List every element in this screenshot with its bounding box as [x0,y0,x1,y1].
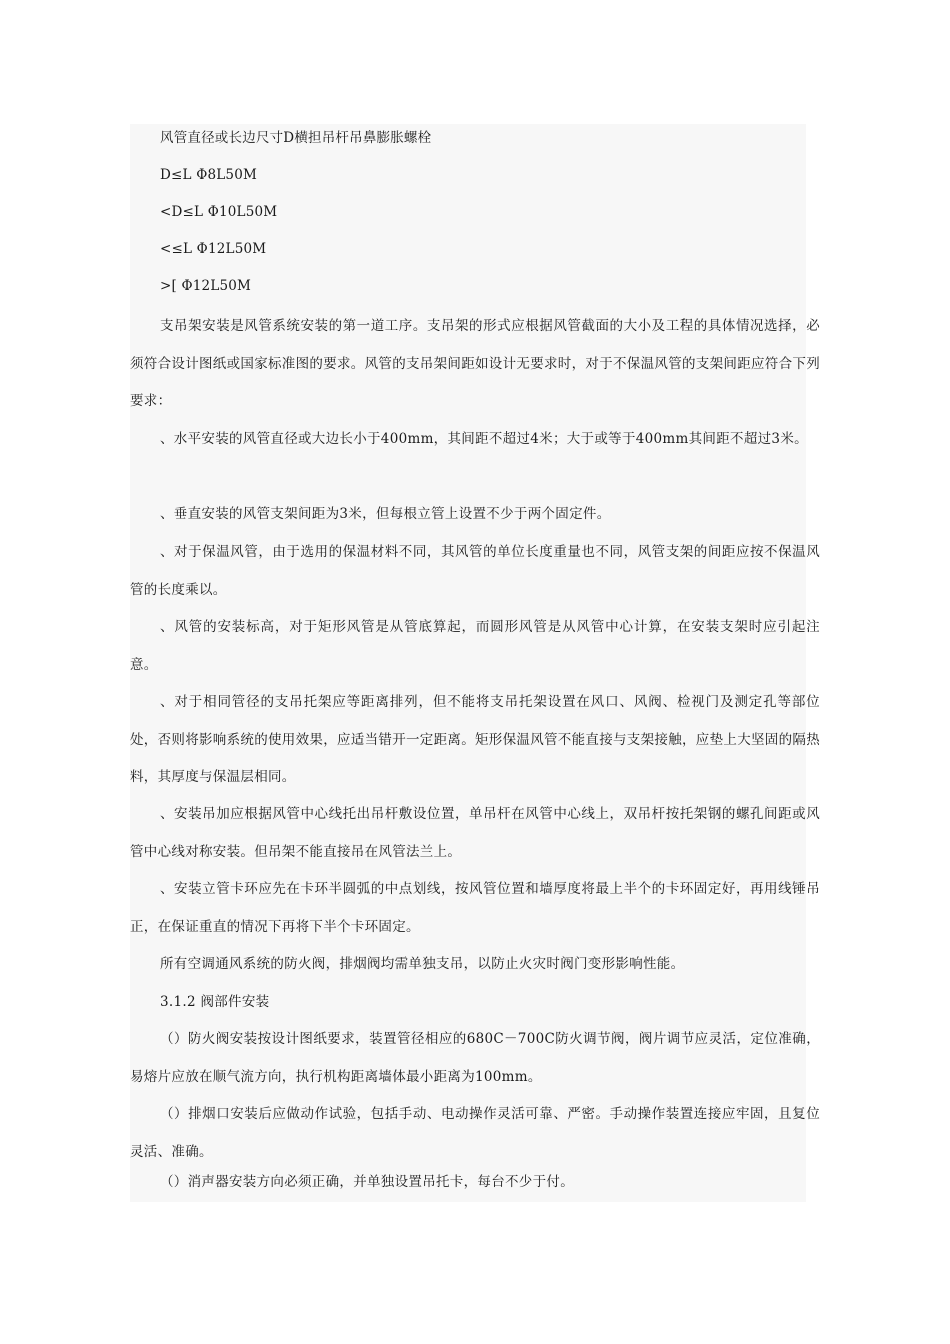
paragraph: 、风管的安装标高，对于矩形风管是从管底算起，而圆形风管是从风管中心计算，在安装支架时应引起注意。 [130,619,820,673]
paragraph: 、安装立管卡环应先在卡环半圆弧的中点划线，按风管位置和墙厚度将最上半个的卡环固定好，再用线锤吊正，在保证重直的情况下再将下半个卡环固定。 [130,881,820,935]
paragraph: （）排烟口安装后应做动作试验，包括手动、电动操作灵活可靠、严密。手动操作装置连接应牢固，且复位灵活、准确。 [130,1106,820,1160]
paragraph: 、垂直安装的风管支架间距为3米，但每根立管上设置不少于两个固定件。 [160,506,611,522]
paragraph: 支吊架安装是风管系统安装的第一道工序。支吊架的形式应根据风管截面的大小及工程的具体情况选择，必须符合设计图纸或国家标准图的要求。风管的支吊架间距如设计无要求时，对于不保温风管的支架间距应符合下列要求： [130,318,820,410]
paragraph: （）消声器安装方向必须正确，并单独设置吊托卡，每台不少于付。 [160,1174,574,1190]
paragraph: 所有空调通风系统的防火阀，排烟阀均需单独支吊，以防止火灾时阀门变形影响性能。 [160,956,685,972]
table-row: <D≤L Φ10L50M [160,204,278,220]
paragraph: 、安装吊加应根据风管中心线托出吊杆敷设位置，单吊杆在风管中心线上，双吊杆按托架钢的螺孔间距或风管中心线对称安装。但吊架不能直接吊在风管法兰上。 [130,806,820,860]
text-block [130,124,820,1202]
paragraph: （）防火阀安装按设计图纸要求，装置管径相应的680C－700C防火调节阀，阀片调节应灵活，定位准确，易熔片应放在顺气流方向，执行机构距离墙体最小距离为100mm。 [130,1031,820,1085]
paragraph: 、水平安装的风管直径或大边长小于400mm，其间距不超过4米；大于或等于400mm其间距不超过3米。 [160,431,808,447]
table-row: D≤L Φ8L50M [160,167,258,183]
section-heading: 3.1.2 阀部件安装 [160,994,270,1010]
table-row: >[ Φ12L50M [160,278,252,294]
paragraph: 、对于保温风管，由于选用的保温材料不同，其风管的单位长度重量也不同，风管支架的间距应按不保温风管的长度乘以。 [130,544,820,598]
table-header: 风管直径或长边尺寸D横担吊杆吊鼻膨胀螺栓 [160,130,432,146]
table-row: <≤L Φ12L50M [160,241,267,257]
paragraph: 、对于相同管径的支吊托架应等距离排列，但不能将支吊托架设置在风口、风阀、检视门及测定孔等部位处，否则将影响系统的使用效果，应适当错开一定距离。矩形保温风管不能直接与支架接触，应垫上大坚固的隔热料，其厚度与保温层相同。 [130,694,820,786]
